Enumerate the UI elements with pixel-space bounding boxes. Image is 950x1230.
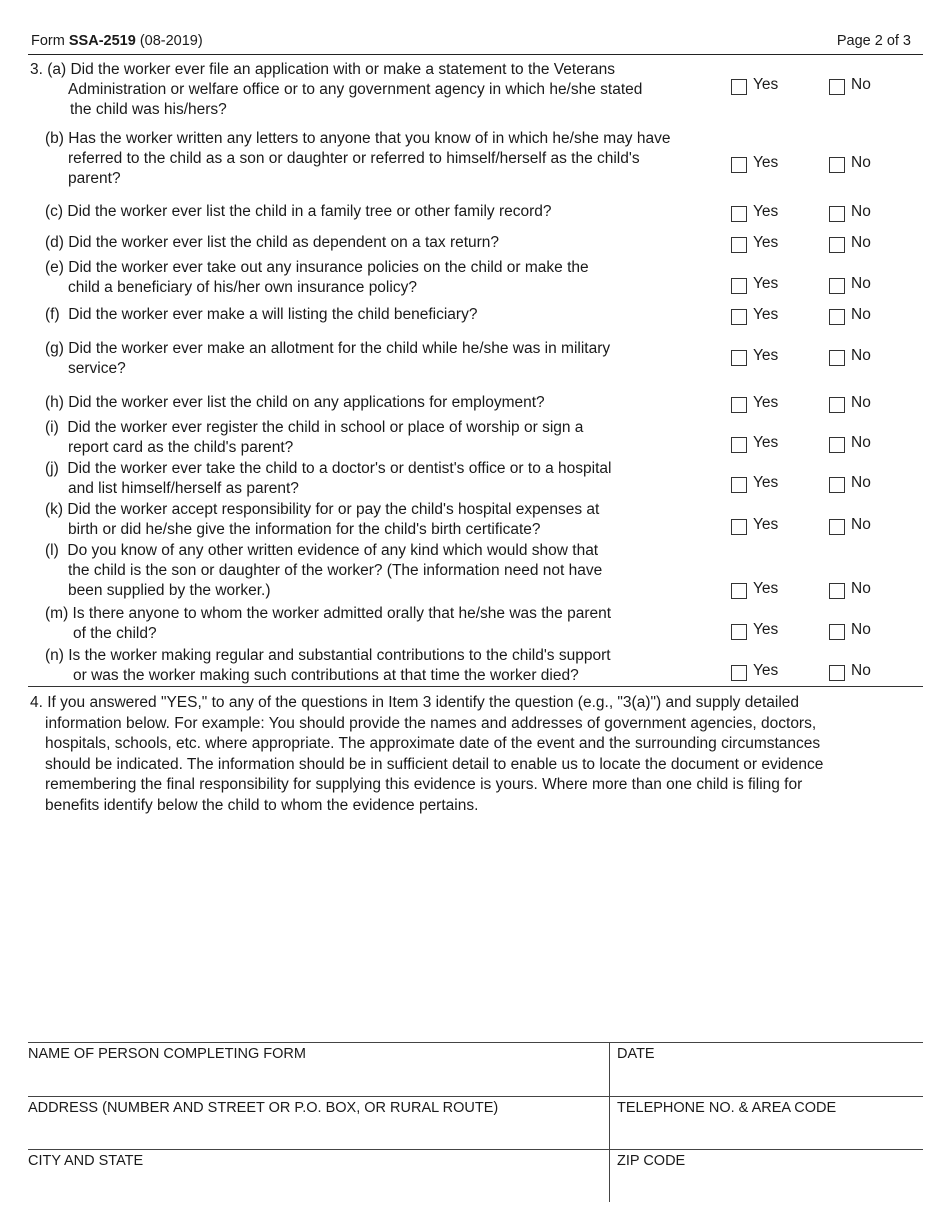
item4-line: should be indicated. The information should be in sufficient detail to enable us to locate the document or evidence (45, 755, 824, 773)
question-text-line: (k) Did the worker accept responsibility for or pay the child's hospital expenses at (45, 501, 600, 518)
question-text-line: of the child? (73, 625, 157, 642)
question-text-line: (c) Did the worker ever list the child in a family tree or other family record? (45, 203, 552, 220)
yes-checkbox[interactable] (731, 309, 747, 325)
no-label: No (851, 203, 871, 220)
question-text-line: and list himself/herself as parent? (68, 480, 299, 497)
question-text-line: (f) Did the worker ever make a will listing the child beneficiary? (45, 306, 478, 323)
no-label: No (851, 516, 871, 533)
question-text-line: (m) Is there anyone to whom the worker admitted orally that he/she was the parent (45, 605, 612, 622)
yes-label: Yes (753, 474, 779, 491)
yes-checkbox[interactable] (731, 397, 747, 413)
question-text-line: (h) Did the worker ever list the child on any applications for employment? (45, 394, 545, 411)
form-prefix: Form (31, 33, 65, 49)
no-label: No (851, 621, 871, 638)
yes-checkbox[interactable] (731, 477, 747, 493)
question-text-line: child a beneficiary of his/her own insurance policy? (68, 279, 417, 296)
no-checkbox[interactable] (829, 79, 845, 95)
question-text-line: (b) Has the worker written any letters to anyone that you know of in which he/she may have (45, 130, 671, 147)
page-number: Page 2 of 3 (836, 33, 911, 49)
sig-top-rule (28, 1042, 923, 1043)
zip-field[interactable]: ZIP CODE (617, 1153, 686, 1169)
no-checkbox[interactable] (829, 583, 845, 599)
no-label: No (851, 434, 871, 451)
yes-label: Yes (753, 203, 779, 220)
no-label: No (851, 394, 871, 411)
yes-checkbox[interactable] (731, 237, 747, 253)
yes-label: Yes (753, 347, 779, 364)
no-checkbox[interactable] (829, 519, 845, 535)
no-checkbox[interactable] (829, 477, 845, 493)
yes-label: Yes (753, 516, 779, 533)
no-label: No (851, 275, 871, 292)
yes-checkbox[interactable] (731, 665, 747, 681)
question-text-line: Administration or welfare office or to any government agency in which he/she stated (68, 81, 643, 98)
item4-line: information below. For example: You should provide the names and addresses of government agencies, doctors, (45, 714, 817, 732)
item4-line: hospitals, schools, etc. where appropriate. The approximate date of the event and the surrounding circumstances (45, 735, 821, 752)
no-checkbox[interactable] (829, 665, 845, 681)
name-field[interactable]: NAME OF PERSON COMPLETING FORM (28, 1046, 306, 1062)
question-text-line: parent? (68, 170, 121, 187)
date-field[interactable]: DATE (617, 1046, 655, 1062)
form-date: (08-2019) (139, 33, 203, 49)
question-text-line: or was the worker making such contributions at that time the worker died? (73, 667, 579, 684)
yes-label: Yes (753, 76, 779, 93)
yes-checkbox[interactable] (731, 519, 747, 535)
question-text-line: (j) Did the worker ever take the child to a doctor's or dentist's office or to a hospital (45, 460, 612, 477)
phone-field[interactable]: TELEPHONE NO. & AREA CODE (617, 1100, 837, 1116)
no-checkbox[interactable] (829, 397, 845, 413)
city-state-field[interactable]: CITY AND STATE (28, 1153, 144, 1169)
yes-label: Yes (753, 394, 779, 411)
question-text-line: (l) Do you know of any other written evidence of any kind which would show that (45, 542, 599, 559)
yes-checkbox[interactable] (731, 206, 747, 222)
form-header (28, 31, 923, 55)
question-text-line: been supplied by the worker.) (68, 582, 271, 599)
no-label: No (851, 76, 871, 93)
no-checkbox[interactable] (829, 309, 845, 325)
item4-line: 4. If you answered "YES," to any of the questions in Item 3 identify the question (e.g., "3(a)") and supply detailed (30, 694, 800, 711)
no-label: No (851, 662, 871, 679)
yes-label: Yes (753, 621, 779, 638)
item4-line: benefits identify below the child to whom the evidence pertains. (45, 796, 479, 814)
address-field[interactable]: ADDRESS (NUMBER AND STREET OR P.O. BOX, OR RURAL ROUTE) (28, 1100, 499, 1116)
yes-checkbox[interactable] (731, 437, 747, 453)
question-text-line: (e) Did the worker ever take out any insurance policies on the child or make the (45, 259, 589, 276)
question-text-line: the child was his/hers? (70, 101, 227, 118)
sig-column-divider (609, 1042, 610, 1202)
yes-checkbox[interactable] (731, 583, 747, 599)
question-text-line: birth or did he/she give the information for the child's birth certificate? (68, 521, 541, 538)
no-checkbox[interactable] (829, 206, 845, 222)
yes-checkbox[interactable] (731, 157, 747, 173)
yes-checkbox[interactable] (731, 79, 747, 95)
question-text-line: (n) Is the worker making regular and substantial contributions to the child's support (45, 647, 611, 664)
yes-label: Yes (753, 580, 779, 597)
no-checkbox[interactable] (829, 624, 845, 640)
question-text-line: (d) Did the worker ever list the child as dependent on a tax return? (45, 234, 500, 251)
form-id (31, 33, 203, 49)
sig-row-rule (28, 1149, 923, 1150)
no-checkbox[interactable] (829, 278, 845, 294)
yes-checkbox[interactable] (731, 624, 747, 640)
yes-checkbox[interactable] (731, 350, 747, 366)
no-checkbox[interactable] (829, 437, 845, 453)
no-label: No (851, 234, 871, 251)
no-label: No (851, 306, 871, 323)
yes-label: Yes (753, 275, 779, 292)
yes-label: Yes (753, 234, 779, 251)
question-text-line: 3. (a) Did the worker ever file an application with or make a statement to the Veterans (30, 61, 615, 78)
signature-block (28, 1042, 923, 1202)
question-text-line: (g) Did the worker ever make an allotment for the child while he/she was in military (45, 340, 611, 357)
question-text-line: (i) Did the worker ever register the child in school or place of worship or sign a (45, 419, 584, 436)
yes-label: Yes (753, 662, 779, 679)
question-text-line: referred to the child as a son or daughter or referred to himself/herself as the child's (68, 150, 640, 167)
no-checkbox[interactable] (829, 350, 845, 366)
form-number: SSA-2519 (68, 33, 136, 49)
no-label: No (851, 347, 871, 364)
question-text-line: report card as the child's parent? (68, 439, 294, 456)
yes-label: Yes (753, 434, 779, 451)
question-text-line: the child is the son or daughter of the worker? (The information need not have (68, 562, 603, 579)
sig-row-rule (28, 1096, 923, 1097)
question-text-line: service? (68, 360, 126, 377)
no-label: No (851, 580, 871, 597)
yes-label: Yes (753, 154, 779, 171)
yes-checkbox[interactable] (731, 278, 747, 294)
section-divider (28, 686, 923, 687)
item4-line: remembering the final responsibility for supplying this evidence is yours. Where more than one child is filing for (45, 776, 803, 793)
no-checkbox[interactable] (829, 157, 845, 173)
no-label: No (851, 474, 871, 491)
no-label: No (851, 154, 871, 171)
yes-label: Yes (753, 306, 779, 323)
no-checkbox[interactable] (829, 237, 845, 253)
